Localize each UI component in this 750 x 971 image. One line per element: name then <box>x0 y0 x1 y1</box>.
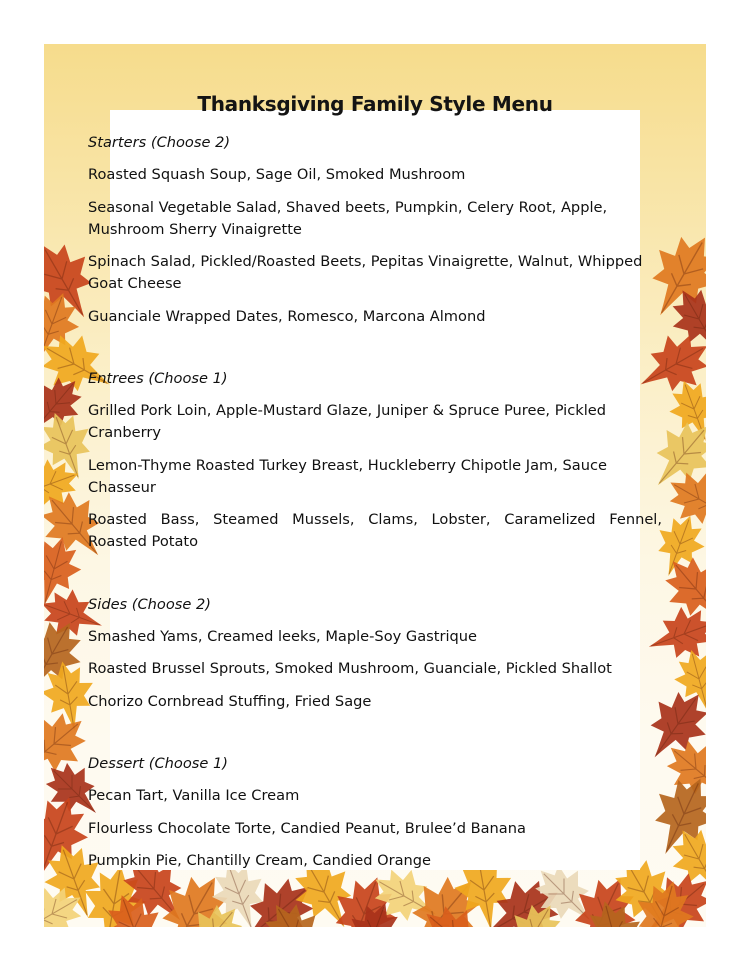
section-starters <box>88 132 662 328</box>
section-heading: Sides (Choose 2) <box>88 595 211 613</box>
section-heading: Dessert (Choose 1) <box>88 755 228 772</box>
menu-content <box>88 132 662 883</box>
section-dessert <box>88 753 662 872</box>
menu-item: Grilled Pork Loin, Apple-Mustard Glaze, Juniper & Spruce Puree, Pickled Cranberry <box>88 402 607 441</box>
menu-item: Seasonal Vegetable Salad, Shaved beets, Pumpkin, Celery Root, Apple, Mushroom Sherry Vinaigrette <box>88 198 608 238</box>
menu-item: Roasted Bass, Steamed Mussels, Clams, Lobster, Caramelized Fennel, Roasted Potato <box>88 511 662 550</box>
menu-item: Spinach Salad, Pickled/Roasted Beets, Pepitas Vinaigrette, Walnut, Whipped Goat Cheese <box>88 253 643 292</box>
menu-item: Pumpkin Pie, Chantilly Cream, Candied Orange <box>88 852 432 869</box>
menu-item: Lemon-Thyme Roasted Turkey Breast, Huckleberry Chipotle Jam, Sauce Chasseur <box>88 456 607 496</box>
menu-item: Chorizo Cornbread Stuffing, Fried Sage <box>88 692 372 710</box>
section-heading: Entrees (Choose 1) <box>88 370 228 387</box>
section-heading: Starters (Choose 2) <box>88 134 231 151</box>
menu-item: Flourless Chocolate Torte, Candied Peanut, Brulee’d Banana <box>88 819 526 837</box>
menu-item: Guanciale Wrapped Dates, Romesco, Marcona Almond <box>88 307 486 325</box>
section-sides <box>88 594 662 713</box>
menu-title: Thanksgiving Family Style Menu <box>197 92 553 116</box>
menu-item: Roasted Brussel Sprouts, Smoked Mushroom, Guanciale, Pickled Shallot <box>88 660 612 677</box>
menu-item: Pecan Tart, Vanilla Ice Cream <box>88 787 300 804</box>
menu-item: Roasted Squash Soup, Sage Oil, Smoked Mushroom <box>88 166 466 183</box>
menu-page <box>44 44 706 927</box>
section-entrees <box>88 368 662 553</box>
menu-item: Smashed Yams, Creamed leeks, Maple-Soy Gastrique <box>88 627 478 645</box>
